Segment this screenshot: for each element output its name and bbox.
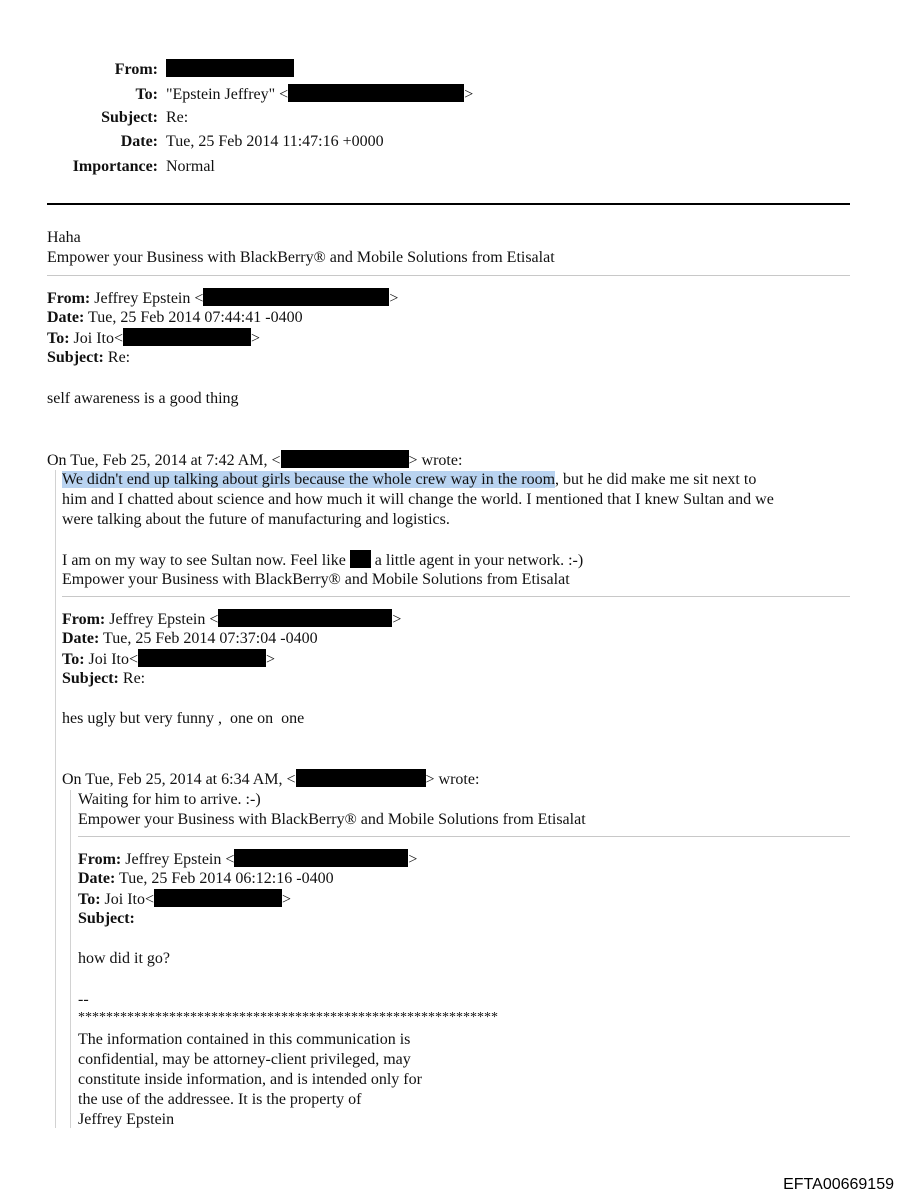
msg4-subject-label: Subject: bbox=[78, 910, 135, 927]
bracket: > bbox=[389, 290, 399, 307]
msg4-body: how did it go? bbox=[78, 950, 170, 967]
header-date-label: Date: bbox=[120, 133, 158, 150]
quote1-intro bbox=[47, 450, 462, 471]
message-divider bbox=[62, 596, 850, 597]
quote1-line1 bbox=[62, 470, 756, 490]
quote1-line2: him and I chatted about science and how much it will change the world. I mentioned that I knew Sultan and we bbox=[62, 491, 774, 508]
msg4-from-value: Jeffrey Epstein < bbox=[125, 851, 235, 868]
highlighted-text: We didn't end up talking about girls because the whole crew way in the room bbox=[62, 471, 556, 488]
redaction-box bbox=[288, 84, 464, 102]
header-date-row bbox=[40, 132, 384, 152]
msg2-to-row bbox=[47, 328, 260, 349]
header-date-value: Tue, 25 Feb 2014 11:47:16 +0000 bbox=[166, 133, 384, 150]
msg2-from-value: Jeffrey Epstein < bbox=[94, 290, 204, 307]
body-text: Haha bbox=[47, 229, 81, 246]
msg4-date-value: Tue, 25 Feb 2014 06:12:16 -0400 bbox=[119, 870, 334, 887]
msg2-date-row bbox=[47, 308, 303, 328]
redaction-box bbox=[350, 550, 371, 568]
msg3-to-value: Joi Ito< bbox=[88, 651, 138, 668]
header-to-value: "Epstein Jeffrey" < bbox=[166, 86, 289, 103]
signature-line: Empower your Business with BlackBerry® and Mobile Solutions from Etisalat bbox=[62, 571, 570, 588]
msg2-to-value: Joi Ito< bbox=[73, 330, 123, 347]
quote1-intro-suffix: > wrote: bbox=[408, 452, 463, 469]
msg2-subject-row bbox=[47, 348, 130, 368]
signature-dashes: -- bbox=[78, 991, 89, 1008]
msg3-date-value: Tue, 25 Feb 2014 07:37:04 -0400 bbox=[103, 630, 318, 647]
bracket: > bbox=[408, 851, 418, 868]
redaction-box bbox=[154, 889, 282, 907]
quote2-intro bbox=[62, 769, 479, 790]
msg3-body: hes ugly but very funny , one on one bbox=[62, 710, 305, 727]
message-divider bbox=[47, 275, 850, 276]
redaction-box bbox=[234, 849, 408, 867]
redaction-box bbox=[281, 450, 409, 468]
message-divider bbox=[78, 836, 850, 837]
quote1-line4-prefix: I am on my way to see Sultan now. Feel like bbox=[62, 552, 346, 569]
header-subject-row bbox=[40, 108, 188, 128]
signature-line: Empower your Business with BlackBerry® and Mobile Solutions from Etisalat bbox=[47, 249, 555, 266]
quote-bar bbox=[70, 790, 71, 1128]
redaction-box bbox=[203, 288, 389, 306]
quote2-intro-prefix: On Tue, Feb 25, 2014 at 6:34 AM, < bbox=[62, 771, 296, 788]
header-subject-value: Re: bbox=[166, 109, 189, 126]
msg3-from-label: From: bbox=[62, 611, 106, 628]
msg3-from-value: Jeffrey Epstein < bbox=[109, 611, 219, 628]
bracket: > bbox=[282, 891, 292, 908]
msg2-subject-value: Re: bbox=[107, 349, 131, 366]
header-divider bbox=[47, 203, 850, 205]
msg3-to-label: To: bbox=[62, 651, 85, 668]
quote1-line4 bbox=[62, 550, 583, 571]
redaction-box bbox=[166, 59, 294, 77]
header-to-label: To: bbox=[135, 86, 158, 103]
quote1-line4-suffix: a little agent in your network. :-) bbox=[374, 552, 584, 569]
msg3-date-label: Date: bbox=[62, 630, 100, 647]
bracket: > bbox=[392, 611, 402, 628]
msg2-subject-label: Subject: bbox=[47, 349, 104, 366]
disclaimer-line: Jeffrey Epstein bbox=[78, 1111, 175, 1128]
msg2-from-row bbox=[47, 288, 398, 309]
quote1-line3: were talking about the future of manufacturing and logistics. bbox=[62, 511, 450, 528]
signature-stars: ************************************************************ bbox=[78, 1010, 498, 1025]
msg3-subject-value: Re: bbox=[122, 670, 146, 687]
bracket: > bbox=[251, 330, 261, 347]
redaction-box bbox=[123, 328, 251, 346]
header-importance-value: Normal bbox=[166, 158, 215, 175]
msg3-subject-row bbox=[62, 669, 145, 689]
disclaimer-line: the use of the addressee. It is the property of bbox=[78, 1091, 362, 1108]
msg2-to-label: To: bbox=[47, 330, 70, 347]
quote1-line1-rest: , but he did make me sit next to bbox=[555, 471, 757, 488]
msg4-to-row bbox=[78, 889, 291, 910]
document-id: EFTA00669159 bbox=[783, 1176, 894, 1193]
header-importance-row bbox=[40, 157, 215, 177]
msg4-subject-row bbox=[78, 909, 135, 929]
header-subject-label: Subject: bbox=[101, 109, 158, 126]
quote1-intro-prefix: On Tue, Feb 25, 2014 at 7:42 AM, < bbox=[47, 452, 281, 469]
header-from-label: From: bbox=[114, 61, 158, 78]
signature-line: Empower your Business with BlackBerry® and Mobile Solutions from Etisalat bbox=[78, 811, 586, 828]
msg2-date-value: Tue, 25 Feb 2014 07:44:41 -0400 bbox=[88, 309, 303, 326]
msg3-subject-label: Subject: bbox=[62, 670, 119, 687]
msg4-from-label: From: bbox=[78, 851, 122, 868]
quote-bar bbox=[55, 470, 56, 1128]
quote2-line1: Waiting for him to arrive. :-) bbox=[78, 791, 261, 808]
msg4-to-value: Joi Ito< bbox=[104, 891, 154, 908]
disclaimer-line: The information contained in this communication is bbox=[78, 1031, 411, 1048]
redaction-box bbox=[218, 609, 392, 627]
disclaimer-line: confidential, may be attorney-client privileged, may bbox=[78, 1051, 411, 1068]
msg2-body: self awareness is a good thing bbox=[47, 390, 239, 407]
msg4-from-row bbox=[78, 849, 417, 870]
msg2-from-label: From: bbox=[47, 290, 91, 307]
msg2-date-label: Date: bbox=[47, 309, 85, 326]
msg3-to-row bbox=[62, 649, 275, 670]
msg4-to-label: To: bbox=[78, 891, 101, 908]
msg3-from-row bbox=[62, 609, 401, 630]
msg3-date-row bbox=[62, 629, 318, 649]
disclaimer-line: constitute inside information, and is intended only for bbox=[78, 1071, 422, 1088]
header-to-close: > bbox=[464, 86, 474, 103]
header-from-row bbox=[40, 59, 294, 80]
redaction-box bbox=[296, 769, 426, 787]
msg4-date-label: Date: bbox=[78, 870, 116, 887]
msg4-date-row bbox=[78, 869, 334, 889]
quote2-intro-suffix: > wrote: bbox=[425, 771, 480, 788]
redaction-box bbox=[138, 649, 266, 667]
header-importance-label: Importance: bbox=[72, 158, 158, 175]
header-to-row bbox=[40, 84, 473, 105]
bracket: > bbox=[266, 651, 276, 668]
